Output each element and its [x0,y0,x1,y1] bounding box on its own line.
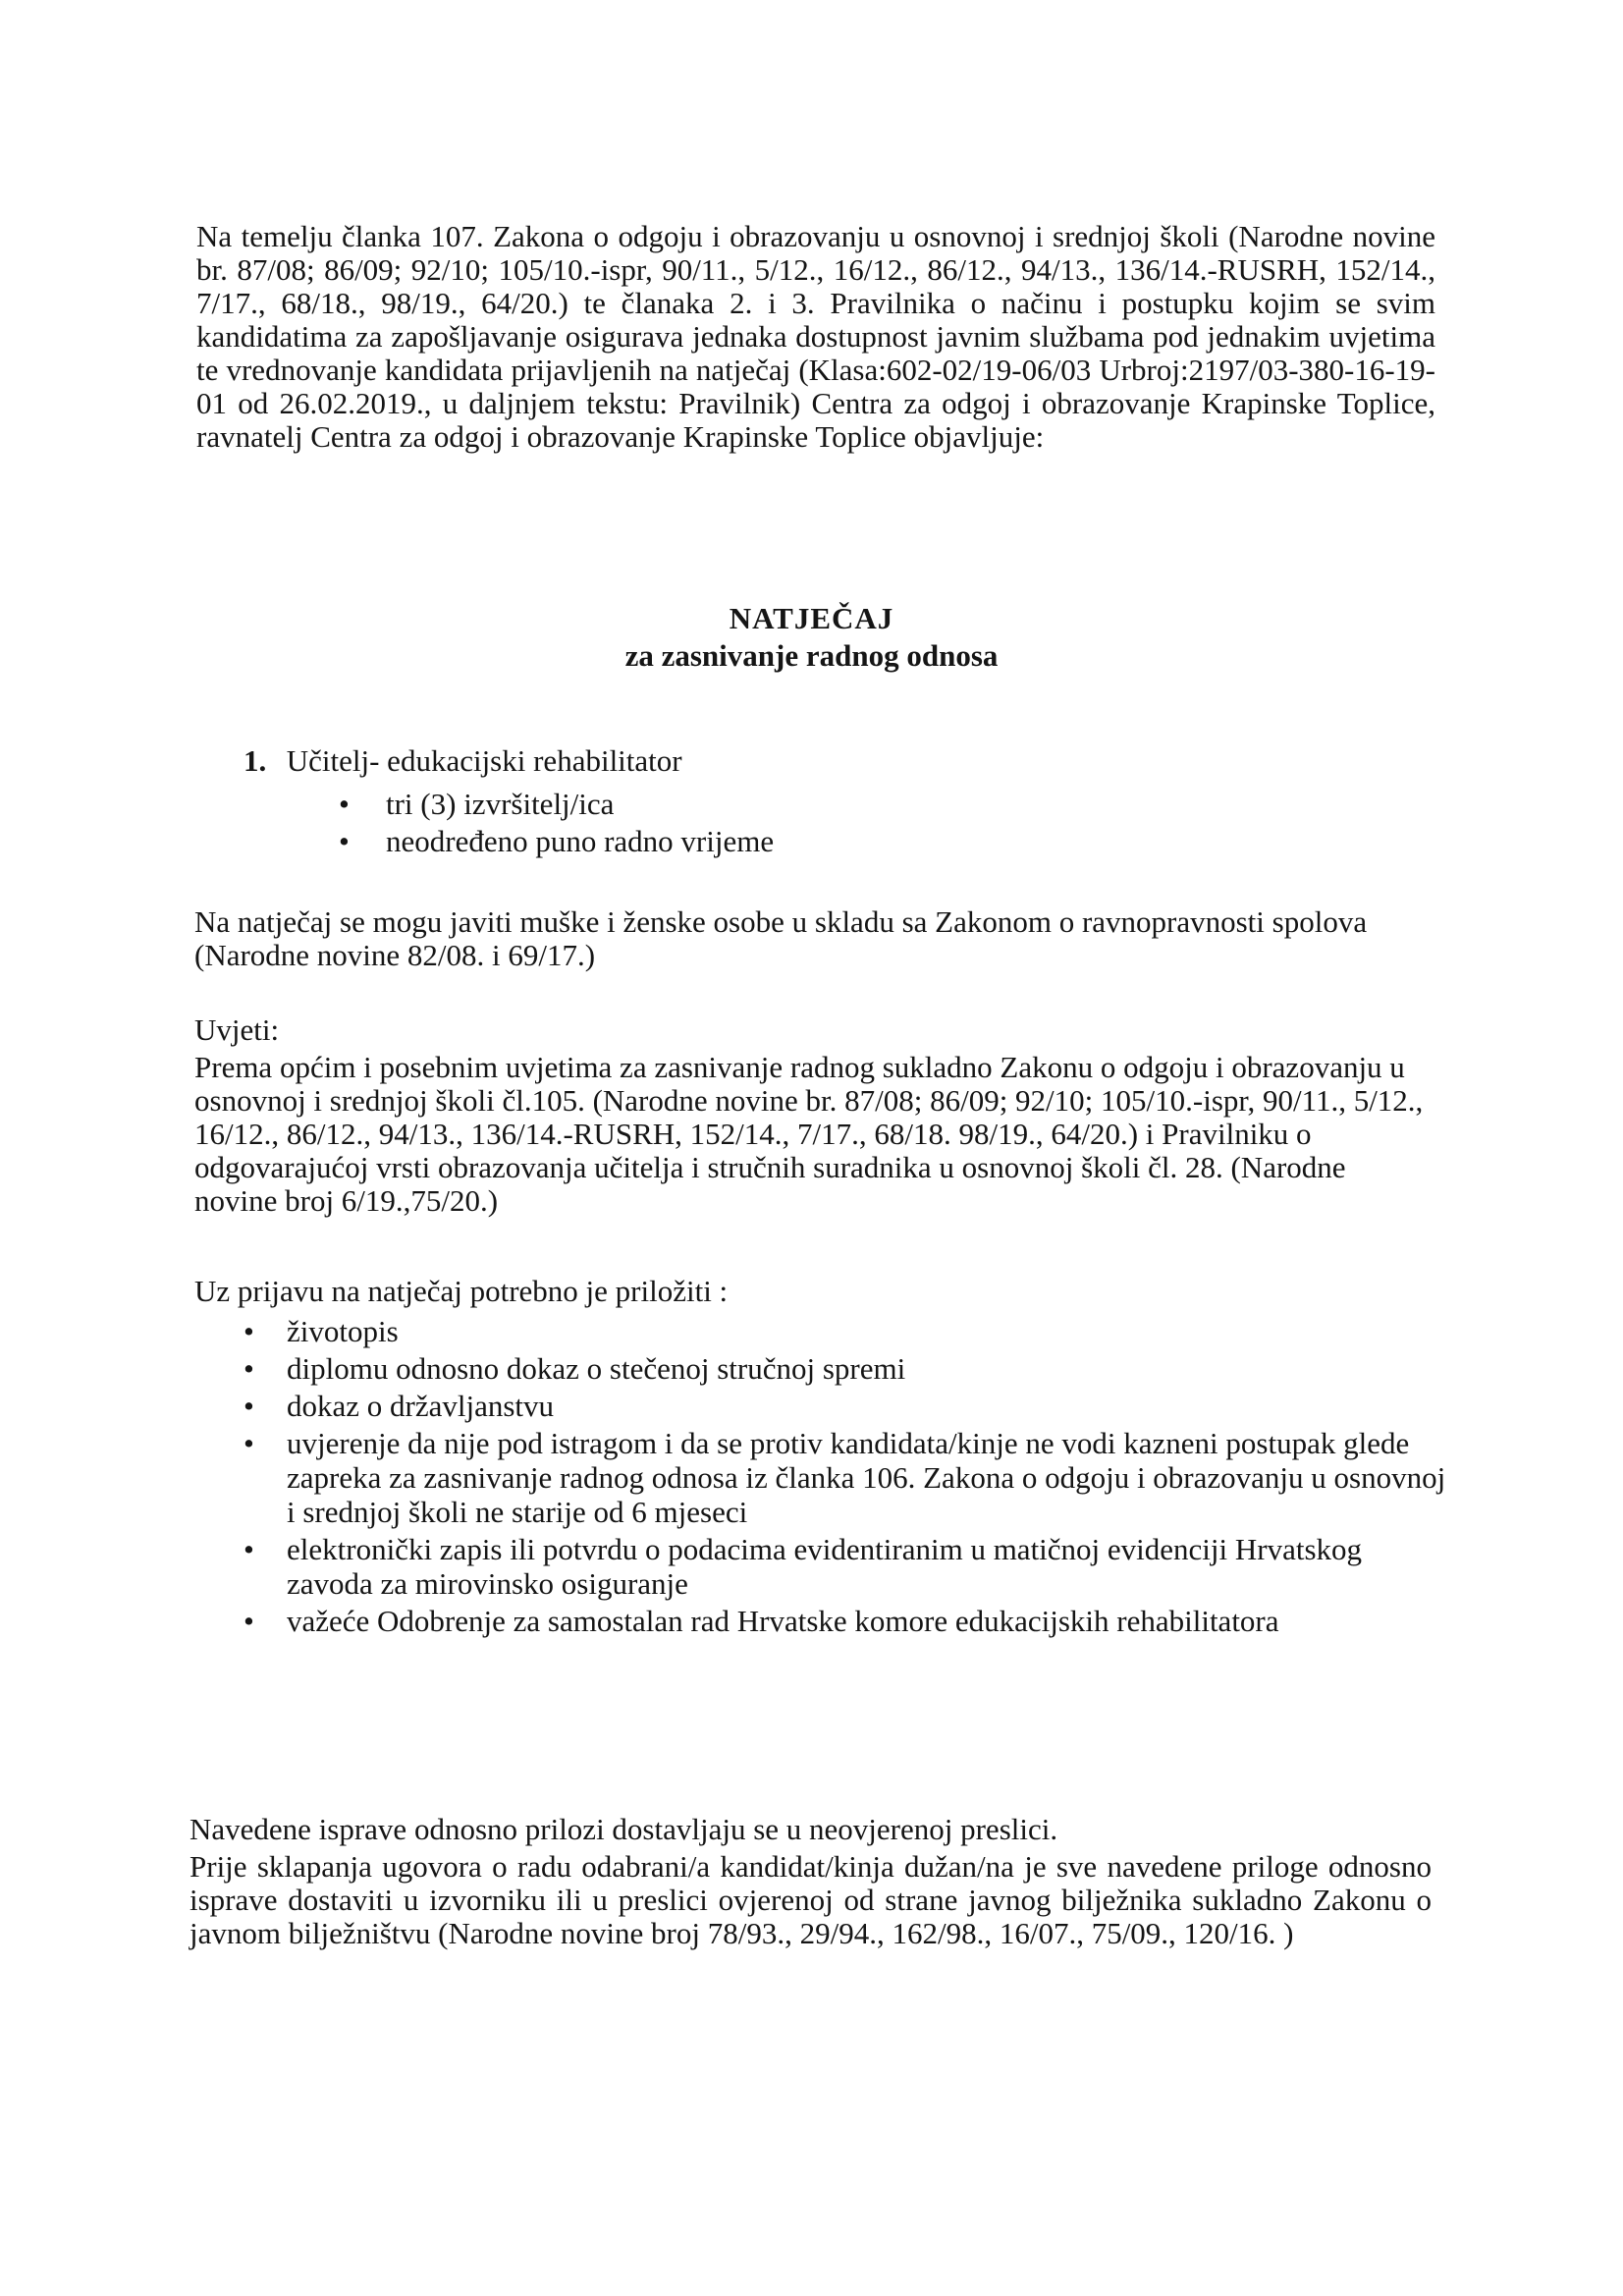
conditions-text: Prema općim i posebnim uvjetima za zasnivanje radnog sukladno Zakonu o odgoju i obrazovanju u osnovnoj i srednjoj školi čl.105. (Narodne novine br. 87/08; 86/09; 92/10; 105/10.-ispr, 90/11., 5/12., 16/12., 86/12., 94/13., 136/14.-RUSRH, 152/14., 7/17., 68/18. 98/19., 64/20.) i Pravilniku o odgovarajućoj vrsti obrazovanja učitelja i stručnih suradnika u osnovnoj školi čl. 28. (Narodne novine broj 6/19.,75/20.) [194,1050,1424,1218]
attachments-intro: Uz prijavu na natječaj potrebno je priložiti : [194,1274,729,1308]
attachment-item: životopis [287,1314,399,1348]
attachment-item: dokaz o državljanstvu [287,1389,555,1423]
bullet-icon: • [339,824,350,858]
attachment-item: važeće Odobrenje za samostalan rad Hrvatske komore edukacijskih rehabilitatora [287,1604,1279,1638]
bullet-icon: • [243,1351,254,1386]
list-item [243,1532,1451,1601]
list-item [243,1604,1451,1638]
attachments-list [243,1314,1451,1641]
position-detail: neodređeno puno radno vrijeme [386,824,775,858]
list-item [339,823,774,860]
bullet-icon: • [243,1314,254,1348]
position-name: Učitelj- edukacijski rehabilitator [286,743,682,778]
position-detail: tri (3) izvršitelj/ica [386,787,615,821]
notice-title: NATJEČAJ [729,601,894,635]
list-item [243,1426,1451,1529]
bullet-icon: • [243,1389,254,1423]
attachment-item: diplomu odnosno dokaz o stečenoj stručnoj spremi [287,1351,906,1386]
bullet-icon: • [243,1532,254,1566]
position-heading [243,744,682,778]
bullet-icon: • [243,1426,254,1460]
conditions-label: Uvjeti: [194,1012,280,1047]
gender-note: Na natječaj se mogu javiti muške i ženske osobe u skladu sa Zakonom o ravnopravnosti spolova (Narodne novine 82/08. i 69/17.) [194,904,1368,972]
position-number: 1. [243,743,267,778]
list-item [243,1351,1451,1386]
list-item [243,1314,1451,1348]
attachment-item: uvjerenje da nije pod istragom i da se protiv kandidata/kinje ne vodi kazneni postupak glede zapreka za zasnivanje radnog odnosa iz članka 106. Zakona o odgoju i obrazovanju u osnovnoj i srednjoj školi ne starije od 6 mjeseci [287,1426,1446,1529]
notice-subtitle: za zasnivanje radnog odnosa [624,638,999,673]
closing-note-copies: Navedene isprave odnosno prilozi dostavljaju se u neovjerenoj preslici. [189,1812,1058,1846]
intro-paragraph [196,220,1435,454]
position-details-list [339,786,774,860]
closing-note-originals: Prije sklapanja ugovora o radu odabrani/a kandidat/kinja dužan/na je sve navedene priloge odnosno isprave dostaviti u izvorniku ili u preslici ovjerenoj od strane javnog bilježnika sukladno Zakonu o javnom bilježništvu (Narodne novine broj 78/93., 29/94., 162/98., 16/07., 75/09., 120/16. ) [189,1849,1432,1950]
bullet-icon: • [339,787,350,821]
list-item [243,1389,1451,1423]
intro-text: Na temelju članka 107. Zakona o odgoju i obrazovanju u osnovnoj i srednjoj školi (Narodne novine br. 87/08; 86/09; 92/10; 105/10.-ispr, 90/11., 5/12., 16/12., 86/12., 94/13., 136/14.-RUSRH, 152/14., 7/17., 68/18., 98/19., 64/20.) te članaka 2. i 3. Pravilnika o načinu i postupku kojim se svim kandidatima za zapošljavanje osigurava jednaka dostupnost javnim službama pod jednakim uvjetima te vrednovanje kandidata prijavljenih na natječaj (Klasa:602-02/19-06/03 Urbroj:2197/03-380-16-19-01 od 26.02.2019., u daljnjem tekstu: Pravilnik) Centra za odgoj i obrazovanje Krapinske Toplice, ravnatelj Centra za odgoj i obrazovanje Krapinske Toplice objavljuje: [196,219,1435,454]
list-item [339,786,774,823]
bullet-icon: • [243,1604,254,1638]
attachment-item: elektronički zapis ili potvrdu o podacima evidentiranim u matičnoj evidenciji Hrvatskog zavoda za mirovinsko osiguranje [287,1532,1363,1601]
